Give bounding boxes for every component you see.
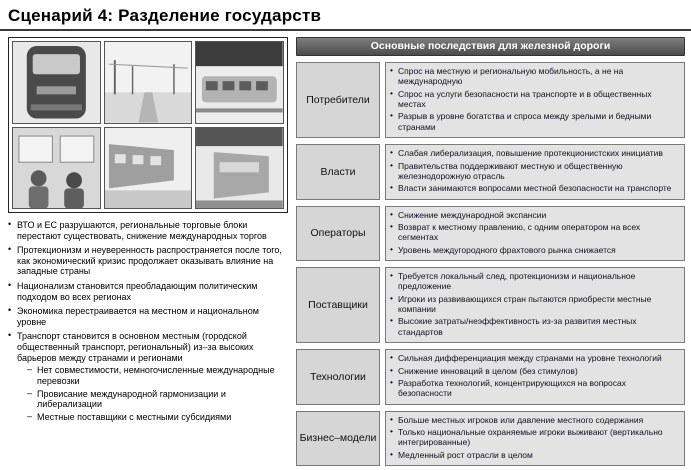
category-content [385, 267, 685, 343]
consequence-item: • Медленный рост отрасли в целом [390, 450, 680, 460]
consequence-row-business-models [296, 411, 685, 466]
consequence-items [390, 66, 680, 132]
consequence-item: • Снижение инноваций в целом (без стимулов) [390, 366, 680, 376]
left-bullet-text: Транспорт становится в основном местным (городской общественный транспорт, региональный) из–за высоких барьеров между странами и регионами [17, 331, 254, 363]
consequence-row-suppliers [296, 267, 685, 343]
left-bullet-list [8, 220, 288, 422]
consequence-item: • Только национальные охраняемые игроки выживают (вертикально интегрированные) [390, 427, 680, 448]
right-column [296, 37, 685, 466]
consequence-item: • Сильная дифференциация между странами на уровне технологий [390, 353, 680, 363]
category-label: Власти [296, 144, 380, 199]
consequence-item: • Разрыв в уровне богатства и спроса между зрелыми и бедными странами [390, 111, 680, 132]
left-bullet: • Национализм становится преобладающим политическим подходом во всех регионах [8, 281, 288, 302]
consequence-item: • Правительства поддерживают местную и общественную железнодорожную отрасль [390, 161, 680, 182]
category-label: Технологии [296, 349, 380, 404]
consequence-item: • Спрос на местную и региональную мобильность, а не на международную [390, 66, 680, 87]
left-column [8, 37, 288, 466]
left-subbullet: – Нет совместимости, немногочисленные международные перевозки [27, 365, 288, 386]
illustration-panel-train-dark-sky [195, 41, 284, 124]
category-content [385, 62, 685, 138]
consequence-item: • Спрос на услуги безопасности на транспорте и в общественных местах [390, 89, 680, 110]
consequence-item: • Разработка технологий, концентрирующихся на вопросах безопасности [390, 378, 680, 399]
consequence-item: • Слабая либерализация, повышение протекционистских инициатив [390, 148, 680, 158]
category-content [385, 144, 685, 199]
left-subbullet: – Провисание международной гармонизации и либерализации [27, 389, 288, 410]
slide-content [0, 31, 691, 470]
left-bullet: • Протекционизм и неуверенность распространяется после того, как экономический кризис продолжает оказывать влияние на западные страны [8, 245, 288, 277]
consequence-item: • Снижение международной экспансии [390, 210, 680, 220]
consequence-item: • Требуется локальный след, протекционизм и национальное предложение [390, 271, 680, 292]
category-content [385, 349, 685, 404]
category-content [385, 411, 685, 466]
consequence-item: • Больше местных игроков или давление местного содержания [390, 415, 680, 425]
left-subbullet: – Местные поставщики с местными субсидиями [27, 412, 288, 423]
illustration-panel-landscape [104, 41, 193, 124]
category-content [385, 206, 685, 261]
consequences-header: Основные последствия для железной дороги [296, 37, 685, 56]
consequence-row-technologies [296, 349, 685, 404]
category-label: Операторы [296, 206, 380, 261]
consequence-item: • Власти занимаются вопросами местной безопасности на транспорте [390, 183, 680, 193]
left-subbullet-list [17, 365, 288, 422]
illustration-panel-platform [104, 127, 193, 210]
consequence-row-consumers [296, 62, 685, 138]
scenario-illustration [8, 37, 288, 213]
category-label: Поставщики [296, 267, 380, 343]
consequence-items [390, 415, 680, 460]
consequence-row-authorities [296, 144, 685, 199]
illustration-panel-train-front [12, 41, 101, 124]
page-title: Сценарий 4: Разделение государств [8, 6, 322, 25]
consequence-item: • Игроки из развивающихся стран пытаются приобрести местные компании [390, 294, 680, 315]
consequence-items [390, 148, 680, 193]
left-bullet: • ВТО и ЕС разрушаются, региональные торговые блоки перестают существовать, снижение международных торгов [8, 220, 288, 241]
consequence-item: • Высокие затраты/неэффективность из-за развития местных стандартов [390, 316, 680, 337]
left-bullet [8, 331, 288, 422]
consequence-items [390, 271, 680, 337]
illustration-panel-interior [12, 127, 101, 210]
illustration-panel-station [195, 127, 284, 210]
left-bullet: • Экономика перестраивается на местном и национальном уровне [8, 306, 288, 327]
consequence-item: • Возврат к местному правлению, с одним оператором на всех сегментах [390, 222, 680, 243]
consequence-items [390, 353, 680, 398]
consequence-item: • Уровень междугородного фрахтового рынка снижается [390, 245, 680, 255]
category-label: Потребители [296, 62, 380, 138]
category-label: Бизнес–модели [296, 411, 380, 466]
consequence-row-operators [296, 206, 685, 261]
consequence-items [390, 210, 680, 255]
